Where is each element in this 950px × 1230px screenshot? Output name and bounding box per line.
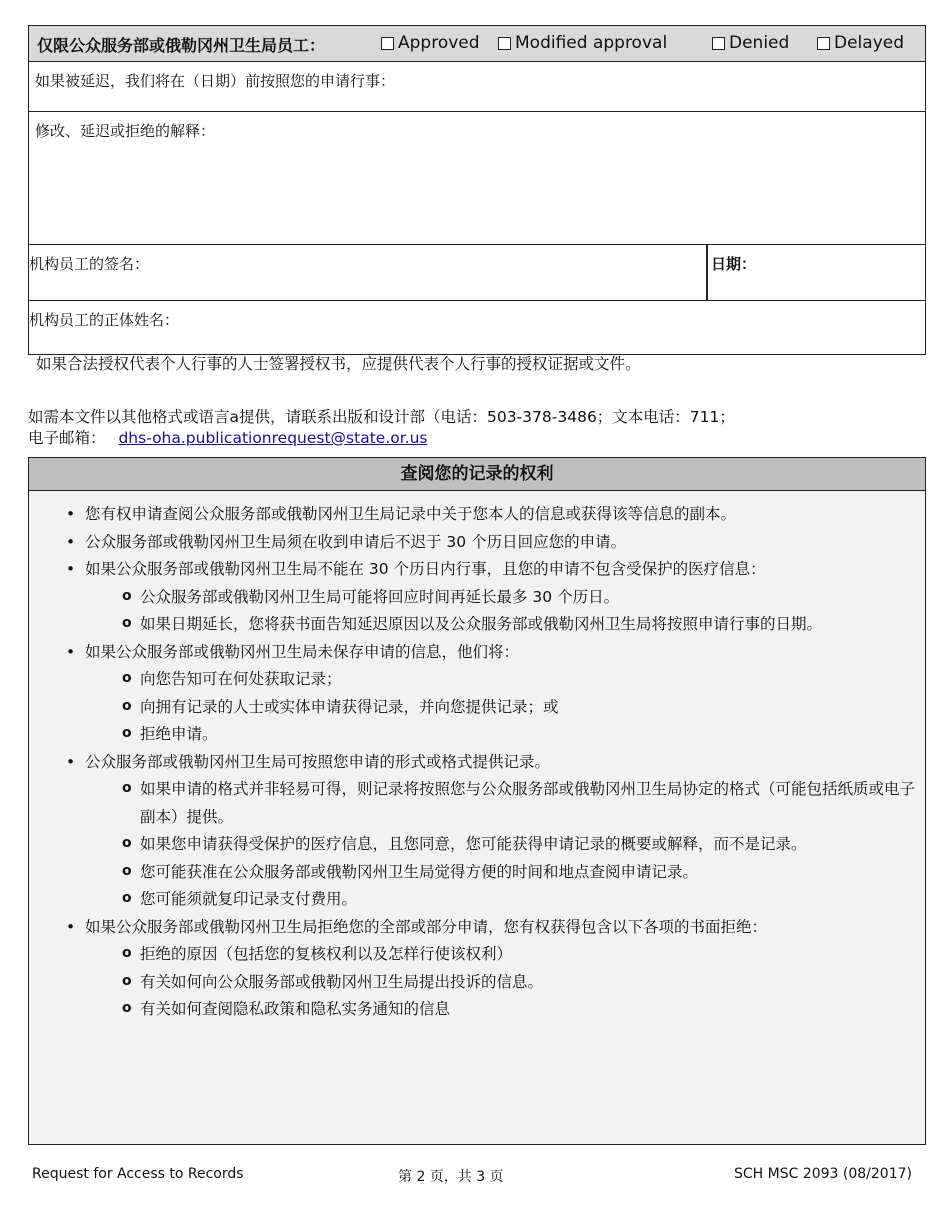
checkbox-box[interactable] [498, 37, 511, 50]
list-item: • 您有权申请查阅公众服务部或俄勒冈州卫生局记录中关于您本人的信息或获得该等信息的副本。 [85, 501, 925, 529]
footer-form-code: SCH MSC 2093 (08/2017) [734, 1166, 912, 1182]
list-item: • 如果公众服务部或俄勒冈州卫生局不能在 30 个历日内行事，且您的申请不包含受保护的医疗信息： o 公众服务部或俄勒冈州卫生局可能将回应时间再延长最多 30 个历日。 o 如果日期延长，您将获书面告知延迟原因以及公众服务部或俄勒冈州卫生局将按照申请行事的日期。 [85, 556, 925, 639]
email-line [28, 428, 428, 448]
sub-list-item: o 有关如何查阅隐私政策和隐私实务通知的信息 [140, 996, 925, 1024]
sub-list-item: o 如果您申请获得受保护的医疗信息，且您同意，您可能获得申请记录的概要或解释，而不是记录。 [140, 831, 925, 859]
date-divider [706, 245, 708, 300]
list-item: • 公众服务部或俄勒冈州卫生局须在收到申请后不迟于 30 个历日回应您的申请。 [85, 529, 925, 557]
list-item: • 如果公众服务部或俄勒冈州卫生局未保存申请的信息，他们将： o 向您告知可在何处获取记录； o 向拥有记录的人士或实体申请获得记录，并向您提供记录；或 o 拒绝申请。 [85, 639, 925, 749]
delay-date-field[interactable] [29, 62, 925, 112]
email-link[interactable]: dhs-oha.publicationrequest@state.or.us [118, 429, 428, 447]
denied-checkbox[interactable]: Denied [712, 33, 789, 53]
sub-list-item: o 公众服务部或俄勒冈州卫生局可能将回应时间再延长最多 30 个历日。 [140, 584, 925, 612]
footer-page-number: 第 2 页，共 3 页 [398, 1169, 504, 1185]
print-name-label: 机构员工的正体姓名： [29, 311, 180, 329]
checkbox-box[interactable] [381, 37, 394, 50]
alt-format-note: 如需本文件以其他格式或语言a提供，请联系出版和设计部（电话：503-378-3486；文本电话：711； [28, 408, 735, 426]
sub-list-item: o 您可能获准在公众服务部或俄勒冈州卫生局觉得方便的时间和地点查阅申请记录。 [140, 859, 925, 887]
approved-checkbox[interactable]: Approved [381, 33, 480, 53]
sub-list-item: o 如果申请的格式并非轻易可得，则记录将按照您与公众服务部或俄勒冈州卫生局协定的格式（可能包括纸质或电子副本）提供。 [140, 776, 925, 831]
rights-section [28, 457, 926, 1145]
signature-row [29, 245, 925, 301]
list-item: • 如果公众服务部或俄勒冈州卫生局拒绝您的全部或部分申请，您有权获得包含以下各项的书面拒绝： o 拒绝的原因（包括您的复核权利以及怎样行使该权利） o 有关如何向公众服务部或俄勒冈州卫生局提出投诉的信息。 o 有关如何查阅隐私政策和隐私实务通知的信息 [85, 914, 925, 1024]
delay-date-label: 如果被延迟，我们将在（日期）前按照您的申请行事： [35, 72, 396, 90]
sub-list-item: o 拒绝的原因（包括您的复核权利以及怎样行使该权利） [140, 941, 925, 969]
rights-heading: 查阅您的记录的权利 [29, 458, 925, 491]
staff-only-title: 仅限公众服务部或俄勒冈州卫生局员工： [37, 36, 326, 55]
sub-list-item: o 如果日期延长，您将获书面告知延迟原因以及公众服务部或俄勒冈州卫生局将按照申请行事的日期。 [140, 611, 925, 639]
delayed-checkbox[interactable]: Delayed [817, 33, 904, 53]
checkbox-box[interactable] [817, 37, 830, 50]
sub-list-item: o 向您告知可在何处获取记录； [140, 666, 925, 694]
rights-list [29, 501, 925, 1024]
date-label: 日期： [711, 255, 757, 273]
explanation-label: 修改、延迟或拒绝的解释： [35, 122, 216, 140]
sub-list-item: o 拒绝申请。 [140, 721, 925, 749]
sub-list-item: o 您可能须就复印记录支付费用。 [140, 886, 925, 914]
modified-approval-checkbox[interactable]: Modified approval [498, 33, 667, 53]
staff-only-table [28, 25, 926, 355]
email-prefix: 电子邮箱： [28, 429, 106, 447]
signature-label: 机构员工的签名： [29, 255, 150, 273]
footer-form-title: Request for Access to Records [32, 1166, 244, 1182]
sub-list-item: o 向拥有记录的人士或实体申请获得记录，并向您提供记录；或 [140, 694, 925, 722]
authorization-note: 如果合法授权代表个人行事的人士签署授权书，应提供代表个人行事的授权证据或文件。 [36, 355, 641, 373]
explanation-field[interactable] [29, 112, 925, 245]
staff-header-row [29, 26, 925, 62]
list-item: • 公众服务部或俄勒冈州卫生局可按照您申请的形式或格式提供记录。 o 如果申请的格式并非轻易可得，则记录将按照您与公众服务部或俄勒冈州卫生局协定的格式（可能包括纸质或电子副本）提供。 o 如果您申请获得受保护的医疗信息，且您同意，您可能获得申请记录的概要或解释，而不是记录。 o 您可能获准在公众服务部或俄勒冈州卫生局觉得方便的时间和地点查阅申请记录。 o 您可能须就复印记录支付费用。 [85, 749, 925, 914]
sub-list-item: o 有关如何向公众服务部或俄勒冈州卫生局提出投诉的信息。 [140, 969, 925, 997]
print-name-field[interactable] [29, 301, 925, 356]
checkbox-box[interactable] [712, 37, 725, 50]
